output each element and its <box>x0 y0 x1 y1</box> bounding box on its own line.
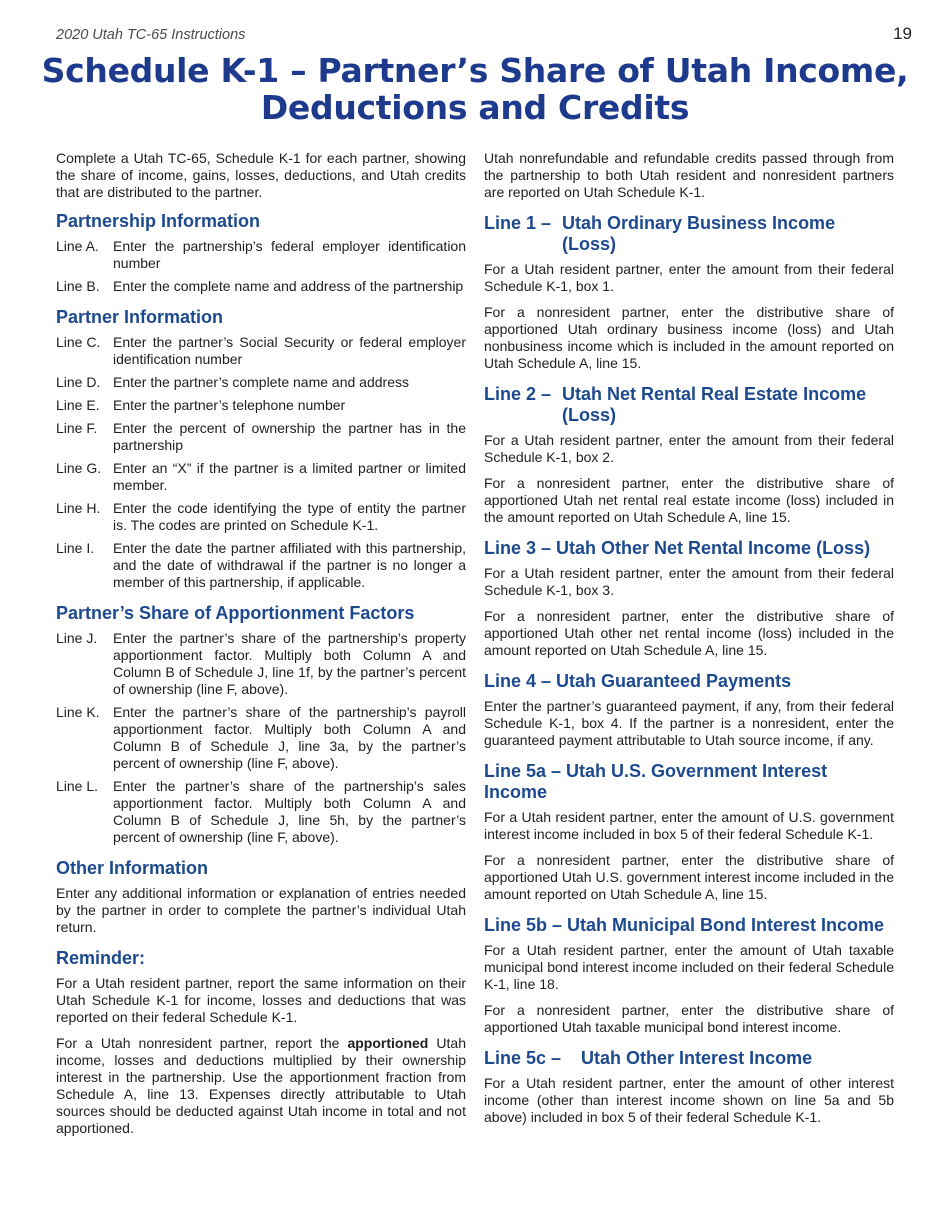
partnership-information-heading: Partnership Information <box>56 211 261 231</box>
line-4-paragraph-1: Enter the partner’s guaranteed payment, if any, from their federal Schedule K-1, box 4. If the partner is a nonresident, enter the guaranteed payment attributable to Utah source income, if any. <box>484 698 894 748</box>
line-label: Line F. <box>56 420 98 436</box>
line-text: Enter the date the partner affiliated with this partnership, and the date of withdrawal if the partner is no longer a member of this partnership, if applicable. <box>113 540 466 590</box>
other-information-heading: Other Information <box>56 858 208 878</box>
line-item <box>56 374 466 391</box>
line-5b-heading: Line 5b – Utah Municipal Bond Interest Income <box>484 915 885 935</box>
line-text: Enter the code identifying the type of entity the partner is. The codes are printed on Schedule K-1. <box>113 500 466 533</box>
line-5c-heading: Line 5c – Utah Other Interest Income <box>484 1048 813 1068</box>
line-text: Enter the percent of ownership the partner has in the partnership <box>113 420 466 453</box>
line-item <box>56 334 466 368</box>
line-5a-paragraph-2: For a nonresident partner, enter the distributive share of apportioned Utah U.S. government interest income included in the amount reported on Utah Schedule A, line 15. <box>484 852 894 902</box>
line-label: Line B. <box>56 278 100 294</box>
reminder-bold-word: apportioned <box>347 1035 429 1051</box>
line-5b-paragraph-2: For a nonresident partner, enter the distributive share of apportioned Utah taxable municipal bond interest income. <box>484 1002 894 1035</box>
partner-information-heading: Partner Information <box>56 307 224 327</box>
line-text: Enter the partnership’s federal employer identification number <box>113 238 466 271</box>
line-label: Line A. <box>56 238 99 254</box>
line-3-heading: Line 3 – Utah Other Net Rental Income (Loss) <box>484 538 871 558</box>
line-1-paragraph-1: For a Utah resident partner, enter the amount from their federal Schedule K-1, box 1. <box>484 261 894 294</box>
line-label: Line D. <box>56 374 101 390</box>
reminder-paragraph-2 <box>56 1035 466 1137</box>
line-text: Enter the partner’s share of the partnership’s sales apportionment factor. Multiply both Column A and Column B of Schedule J, line 5h, by the partner’s percent of ownership (line F, above). <box>113 778 466 845</box>
page-title: Schedule K-1 – Partner’s Share of Utah Income, Deductions and Credits <box>41 51 909 127</box>
line-item <box>56 540 466 591</box>
line-2-paragraph-1: For a Utah resident partner, enter the amount from their federal Schedule K-1, box 2. <box>484 432 894 465</box>
line-item <box>56 238 466 272</box>
line-4-heading: Line 4 – Utah Guaranteed Payments <box>484 671 792 691</box>
line-label: Line L. <box>56 778 99 794</box>
line-5a-heading: Line 5a – Utah U.S. Government Interest Income <box>484 761 828 802</box>
line-label: Line H. <box>56 500 101 516</box>
page-number: 19 <box>893 24 912 43</box>
line-text: Enter the complete name and address of the partnership <box>113 278 464 294</box>
line-1-title: Utah Ordinary Business Income (Loss) <box>562 213 836 254</box>
line-1-heading <box>484 213 894 255</box>
intro-paragraph: Complete a Utah TC-65, Schedule K-1 for each partner, showing the share of income, gains, losses, deductions, and Utah credits that are distributed to the partner. <box>56 150 466 200</box>
line-2-paragraph-2: For a nonresident partner, enter the distributive share of apportioned Utah net rental real estate income (loss) included in the amount reported on Utah Schedule A, line 15. <box>484 475 894 525</box>
apportionment-factors-heading: Partner’s Share of Apportionment Factors <box>56 603 415 623</box>
reminder-paragraph-1: For a Utah resident partner, report the same information on their Utah Schedule K-1 for income, losses and deductions that was reported on their federal Schedule K-1. <box>56 975 466 1025</box>
line-5c-paragraph-1: For a Utah resident partner, enter the amount of other interest income (other than interest income shown on line 5a and 5b above) included in box 5 of their federal Schedule K-1. <box>484 1075 894 1125</box>
line-item <box>56 420 466 454</box>
line-5b-paragraph-1: For a Utah resident partner, enter the amount of Utah taxable municipal bond interest income included on their federal Schedule K-1, line 18. <box>484 942 894 992</box>
line-label: Line C. <box>56 334 101 350</box>
line-1-paragraph-2: For a nonresident partner, enter the distributive share of apportioned Utah ordinary business income (loss) and Utah nonbusiness income which is included in the amount reported on Utah Schedule A, line 15. <box>484 304 894 371</box>
line-item <box>56 397 466 414</box>
line-label: Line J. <box>56 630 98 646</box>
line-label: Line G. <box>56 460 102 476</box>
reminder-text-after: Utah income, losses and deductions multiplied by their ownership interest in the partnership. Use the apportionment fraction from Schedule A, line 13. Expenses directly attributable to Utah sources should be deducted against Utah income in total and not apportioned. <box>56 1035 466 1136</box>
line-text: Enter the partner’s Social Security or federal employer identification number <box>113 334 466 367</box>
line-label: Line K. <box>56 704 100 720</box>
line-label: Line I. <box>56 540 95 556</box>
line-2-title: Utah Net Rental Real Estate Income (Loss) <box>562 384 867 425</box>
line-2-number: Line 2 – <box>484 384 552 404</box>
line-item <box>56 778 466 846</box>
line-item <box>56 704 466 772</box>
line-5a-paragraph-1: For a Utah resident partner, enter the amount of U.S. government interest income included in box 5 of their federal Schedule K-1. <box>484 809 894 842</box>
line-text: Enter the partner’s complete name and address <box>113 374 409 390</box>
line-item <box>56 630 466 698</box>
line-item <box>56 278 466 295</box>
line-label: Line E. <box>56 397 100 413</box>
line-item <box>56 500 466 534</box>
line-1-number: Line 1 – <box>484 213 552 233</box>
line-text: Enter the partner’s share of the partnership’s property apportionment factor. Multiply both Column A and Column B of Schedule J, line 1f, by the partner’s percent of ownership (line F, above). <box>113 630 466 697</box>
reminder-text-before: For a Utah nonresident partner, report the <box>56 1035 348 1051</box>
right-column <box>484 150 894 1135</box>
line-3-paragraph-2: For a nonresident partner, enter the distributive share of apportioned Utah other net rental income (loss) included in the amount reported on Utah Schedule A, line 15. <box>484 608 894 658</box>
credits-intro-paragraph: Utah nonrefundable and refundable credits passed through from the partnership to both Utah resident and nonresident partners are reported on Utah Schedule K-1. <box>484 150 894 200</box>
line-text: Enter an “X” if the partner is a limited partner or limited member. <box>113 460 466 493</box>
line-text: Enter the partner’s telephone number <box>113 397 346 413</box>
line-3-paragraph-1: For a Utah resident partner, enter the amount from their federal Schedule K-1, box 3. <box>484 565 894 598</box>
left-column <box>56 150 466 1146</box>
line-text: Enter the partner’s share of the partnership’s payroll apportionment factor. Multiply both Column A and Column B of Schedule J, line 3a, by the partner’s percent of ownership (line F, above). <box>113 704 466 771</box>
line-2-heading <box>484 384 894 426</box>
running-head: 2020 Utah TC-65 Instructions <box>56 27 246 43</box>
line-item <box>56 460 466 494</box>
reminder-heading: Reminder: <box>56 948 146 968</box>
other-information-text: Enter any additional information or explanation of entries needed by the partner in order to complete the partner’s individual Utah return. <box>56 885 466 935</box>
